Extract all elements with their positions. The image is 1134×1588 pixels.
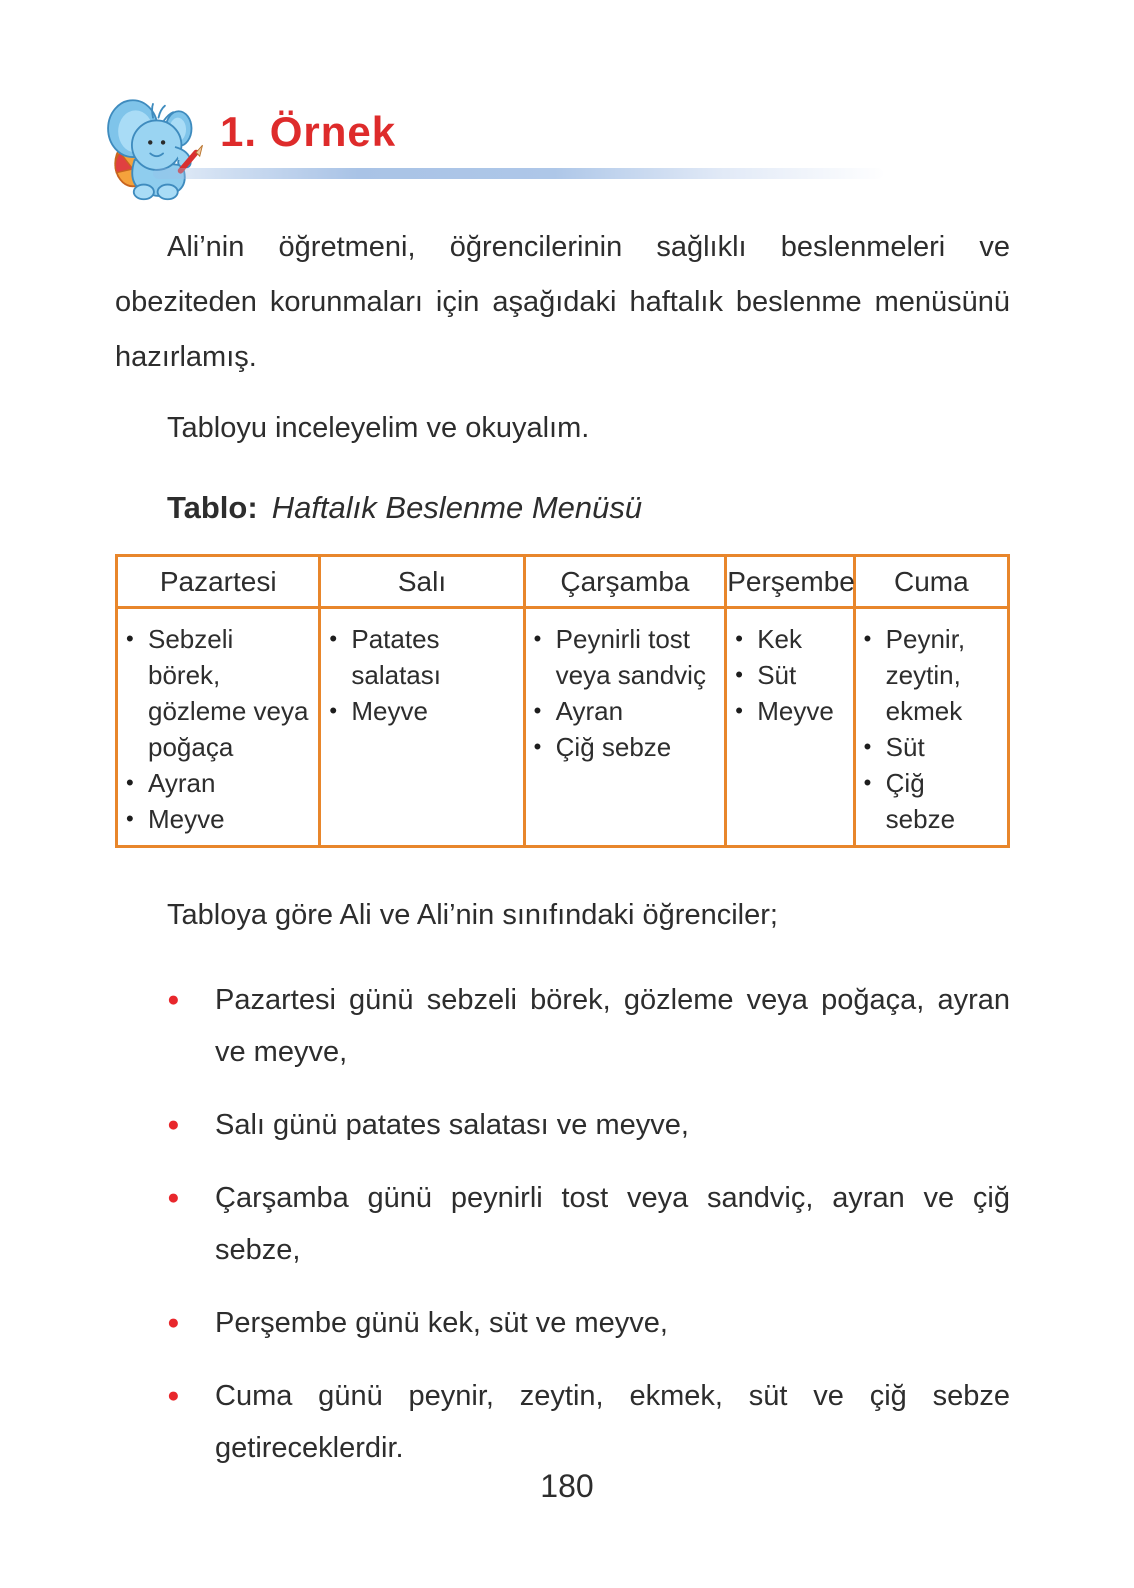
instruction-sentence: Tabloyu inceleyelim ve okuyalım. [167,412,590,444]
menu-item [735,657,846,693]
menu-item-text: Çiğ sebze [555,732,672,762]
summary-bullet-item [115,1370,1010,1474]
red-bullet-icon: ● [167,1311,180,1334]
bullet-icon: • [533,698,542,723]
bullet-icon: • [735,626,743,651]
summary-bullet-item [115,1172,1010,1276]
summary-bullet-item [115,974,1010,1078]
table-caption-title: Haftalık Beslenme Menüsü [271,490,643,525]
page-content [115,205,1010,1495]
menu-item-text: Meyve [148,804,225,834]
menu-item-text: Peynirli tost veya sandviç [555,624,706,690]
menu-item-text: Süt [885,732,925,762]
menu-item-text: Peynir, zeytin, ekmek [885,624,966,726]
lead-sentence: Tabloya göre Ali ve Ali’nin sınıfındaki öğrenciler; [167,899,778,931]
menu-cell-persembe [726,608,854,847]
bullet-icon: • [329,698,338,723]
red-bullet-icon: ● [167,988,180,1011]
menu-item [735,693,846,729]
menu-item [534,693,719,729]
red-bullet-icon: ● [167,1113,180,1136]
menu-item [864,621,1001,729]
summary-bullet-text: Pazartesi günü sebzeli börek, gözleme veya poğaça, ayran ve meyve, [215,984,1010,1068]
table-caption-label: Tablo: [167,490,258,525]
menu-item-text: Meyve [351,696,428,726]
page-number: 180 [540,1468,594,1504]
column-header-cuma: Cuma [854,556,1008,608]
table-header-row [117,556,1009,608]
summary-bullet-text: Perşembe günü kek, süt ve meyve, [215,1307,668,1339]
column-header-carsamba: Çarşamba [524,556,726,608]
summary-bullet-text: Cuma günü peynir, zeytin, ekmek, süt ve çiğ sebze getireceklerdir. [215,1380,1010,1464]
column-header-persembe: Perşembe [726,556,854,608]
bullet-icon: • [126,770,134,795]
menu-item [864,765,1001,837]
menu-cell-cuma [854,608,1008,847]
red-bullet-icon: ● [167,1384,180,1407]
table-caption [115,490,1010,526]
menu-item-text: Ayran [555,696,624,726]
menu-item [126,801,312,837]
menu-item [534,621,719,693]
menu-item [534,729,719,765]
column-header-sali: Salı [320,556,524,608]
menu-item-text: Sebzeli börek, gözleme veya poğaça [148,624,309,762]
bullet-icon: • [329,626,338,651]
menu-item [864,729,1001,765]
summary-bullet-item [115,1099,1010,1151]
menu-item [329,621,516,693]
bullet-icon: • [126,806,134,831]
column-header-pazartesi: Pazartesi [117,556,320,608]
menu-item [329,693,516,729]
bullet-icon: • [735,662,743,687]
menu-item [735,621,846,657]
bullet-icon: • [533,734,542,759]
menu-item-text: Kek [757,624,803,654]
bullet-icon: • [533,626,542,651]
bullet-icon: • [126,626,134,651]
bullet-icon: • [735,698,743,723]
menu-item-text: Süt [757,660,797,690]
menu-cell-pazartesi [117,608,320,847]
bullet-icon: • [863,626,872,651]
header-divider-rule [153,168,883,179]
menu-cell-carsamba [524,608,726,847]
menu-cell-sali [320,608,524,847]
example-title: 1. Örnek [220,108,397,155]
elephant-mascot-icon [98,92,208,202]
summary-bullet-list [115,974,1010,1474]
weekly-menu-table [115,554,1010,848]
bullet-icon: • [863,770,872,795]
menu-item-text: Çiğ sebze [885,768,956,834]
red-bullet-icon: ● [167,1186,180,1209]
summary-bullet-text: Çarşamba günü peynirli tost veya sandviç, ayran ve çiğ sebze, [215,1182,1010,1266]
table-body-row [117,608,1009,847]
menu-item [126,765,312,801]
menu-item-text: Meyve [757,696,834,726]
summary-bullet-item [115,1297,1010,1349]
bullet-icon: • [863,734,872,759]
intro-paragraph: Ali’nin öğretmeni, öğrencilerinin sağlıklı beslenmeleri ve obeziteden korunmaları için aşağıdaki haftalık beslenme menüsünü hazırlamış. [115,231,1010,373]
example-header [98,90,1014,202]
summary-bullet-text: Salı günü patates salatası ve meyve, [215,1109,689,1141]
menu-item-text: Patates salatası [351,624,441,690]
menu-item-text: Ayran [148,768,216,798]
menu-item [126,621,312,765]
